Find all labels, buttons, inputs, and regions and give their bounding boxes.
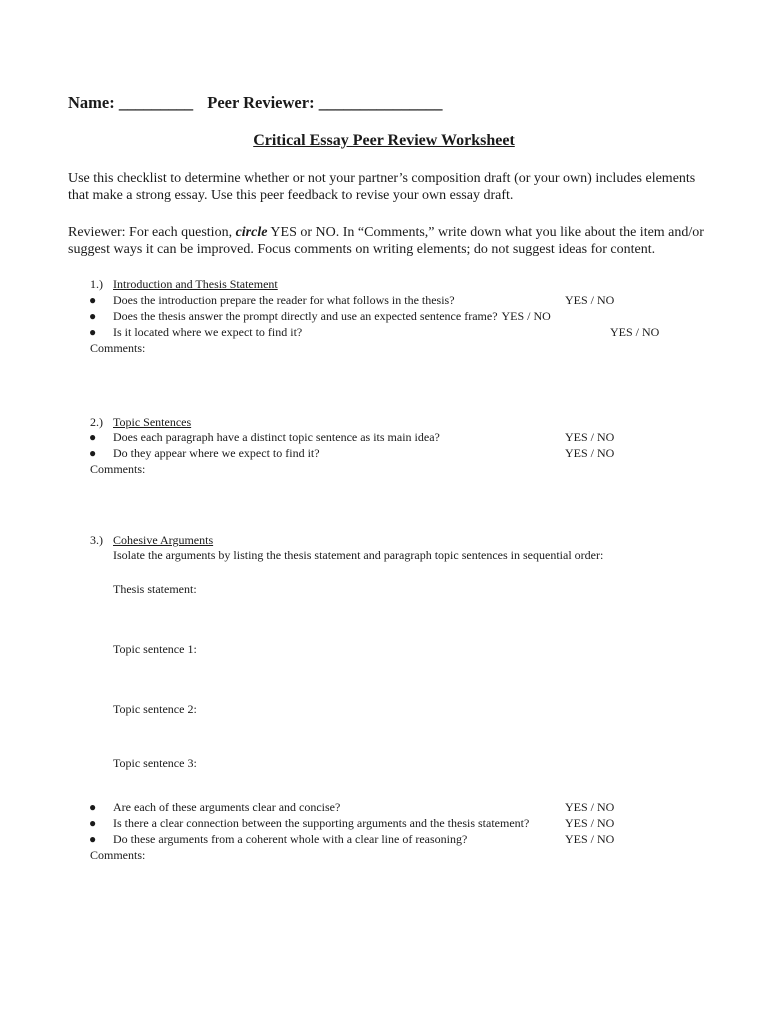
comments-label-1: Comments: (90, 341, 146, 355)
section-3-number: 3.) (90, 533, 103, 547)
name-field-label: Name: _________ (68, 93, 194, 112)
intro-paragraph: Use this checklist to determine whether or not your partner’s composition draft (or your own) includes elements that make a strong essay. Use this peer feedback to revise your own essay draft. (68, 171, 696, 203)
instructions-text-before: Reviewer: For each question, (68, 225, 236, 240)
section-3-title: Cohesive Arguments (113, 533, 214, 547)
peer-reviewer-field-label: Peer Reviewer: _______________ (207, 93, 443, 112)
section-3-instruction: Isolate the arguments by listing the thesis statement and paragraph topic sentences in sequential order: (113, 548, 604, 562)
topic-sentence-1-prompt: Topic sentence 1: (113, 642, 197, 656)
question-2-1: Does each paragraph have a distinct topic sentence as its main idea? (113, 430, 440, 444)
instructions-paragraph (68, 224, 708, 258)
question-3-1: Are each of these arguments clear and concise? (113, 800, 341, 814)
question-1-2: Does the thesis answer the prompt directly and use an expected sentence frame? (113, 309, 498, 323)
bullet-icon: ● (89, 800, 97, 814)
yes-no-choice-3-2: YES / NO (565, 816, 615, 830)
yes-no-choice-3-1: YES / NO (565, 800, 615, 814)
topic-sentence-3-prompt: Topic sentence 3: (113, 756, 197, 770)
bullet-icon: ● (89, 309, 97, 323)
bullet-icon: ● (89, 446, 97, 460)
bullet-icon: ● (89, 816, 97, 830)
yes-no-choice-3-3: YES / NO (565, 832, 615, 846)
yes-no-choice-2-1: YES / NO (565, 430, 615, 444)
section-1-title: Introduction and Thesis Statement (113, 277, 278, 291)
question-2-2: Do they appear where we expect to find it? (113, 446, 320, 460)
instructions-text-after: YES or NO. In “Comments,” write down what you like about the item and/or suggest ways it can be improved. Focus comments on writing elements; do not suggest ideas for content. (68, 225, 704, 257)
comments-label-3: Comments: (90, 848, 146, 862)
instructions-emphasis: circle (235, 225, 268, 240)
page-title: Critical Essay Peer Review Worksheet (253, 132, 515, 149)
section-1-number: 1.) (90, 277, 103, 291)
comments-label-2: Comments: (90, 462, 146, 476)
yes-no-choice-1-1: YES / NO (565, 293, 615, 307)
question-3-3: Do these arguments from a coherent whole with a clear line of reasoning? (113, 832, 468, 846)
bullet-icon: ● (89, 832, 97, 846)
header-line (68, 93, 442, 113)
bullet-icon: ● (89, 293, 97, 307)
yes-no-choice-2-2: YES / NO (565, 446, 615, 460)
bullet-icon: ● (89, 325, 97, 339)
question-1-3: Is it located where we expect to find it? (113, 325, 303, 339)
section-2-title: Topic Sentences (113, 415, 192, 429)
bullet-icon: ● (89, 430, 97, 444)
question-3-2: Is there a clear connection between the supporting arguments and the thesis statement? (113, 816, 530, 830)
yes-no-choice-1-2: YES / NO (501, 309, 551, 323)
section-2-number: 2.) (90, 415, 103, 429)
question-1-1: Does the introduction prepare the reader for what follows in the thesis? (113, 293, 455, 307)
yes-no-choice-1-3: YES / NO (610, 325, 660, 339)
question-1-2-line (113, 309, 551, 324)
thesis-statement-prompt: Thesis statement: (113, 582, 197, 596)
topic-sentence-2-prompt: Topic sentence 2: (113, 702, 197, 716)
